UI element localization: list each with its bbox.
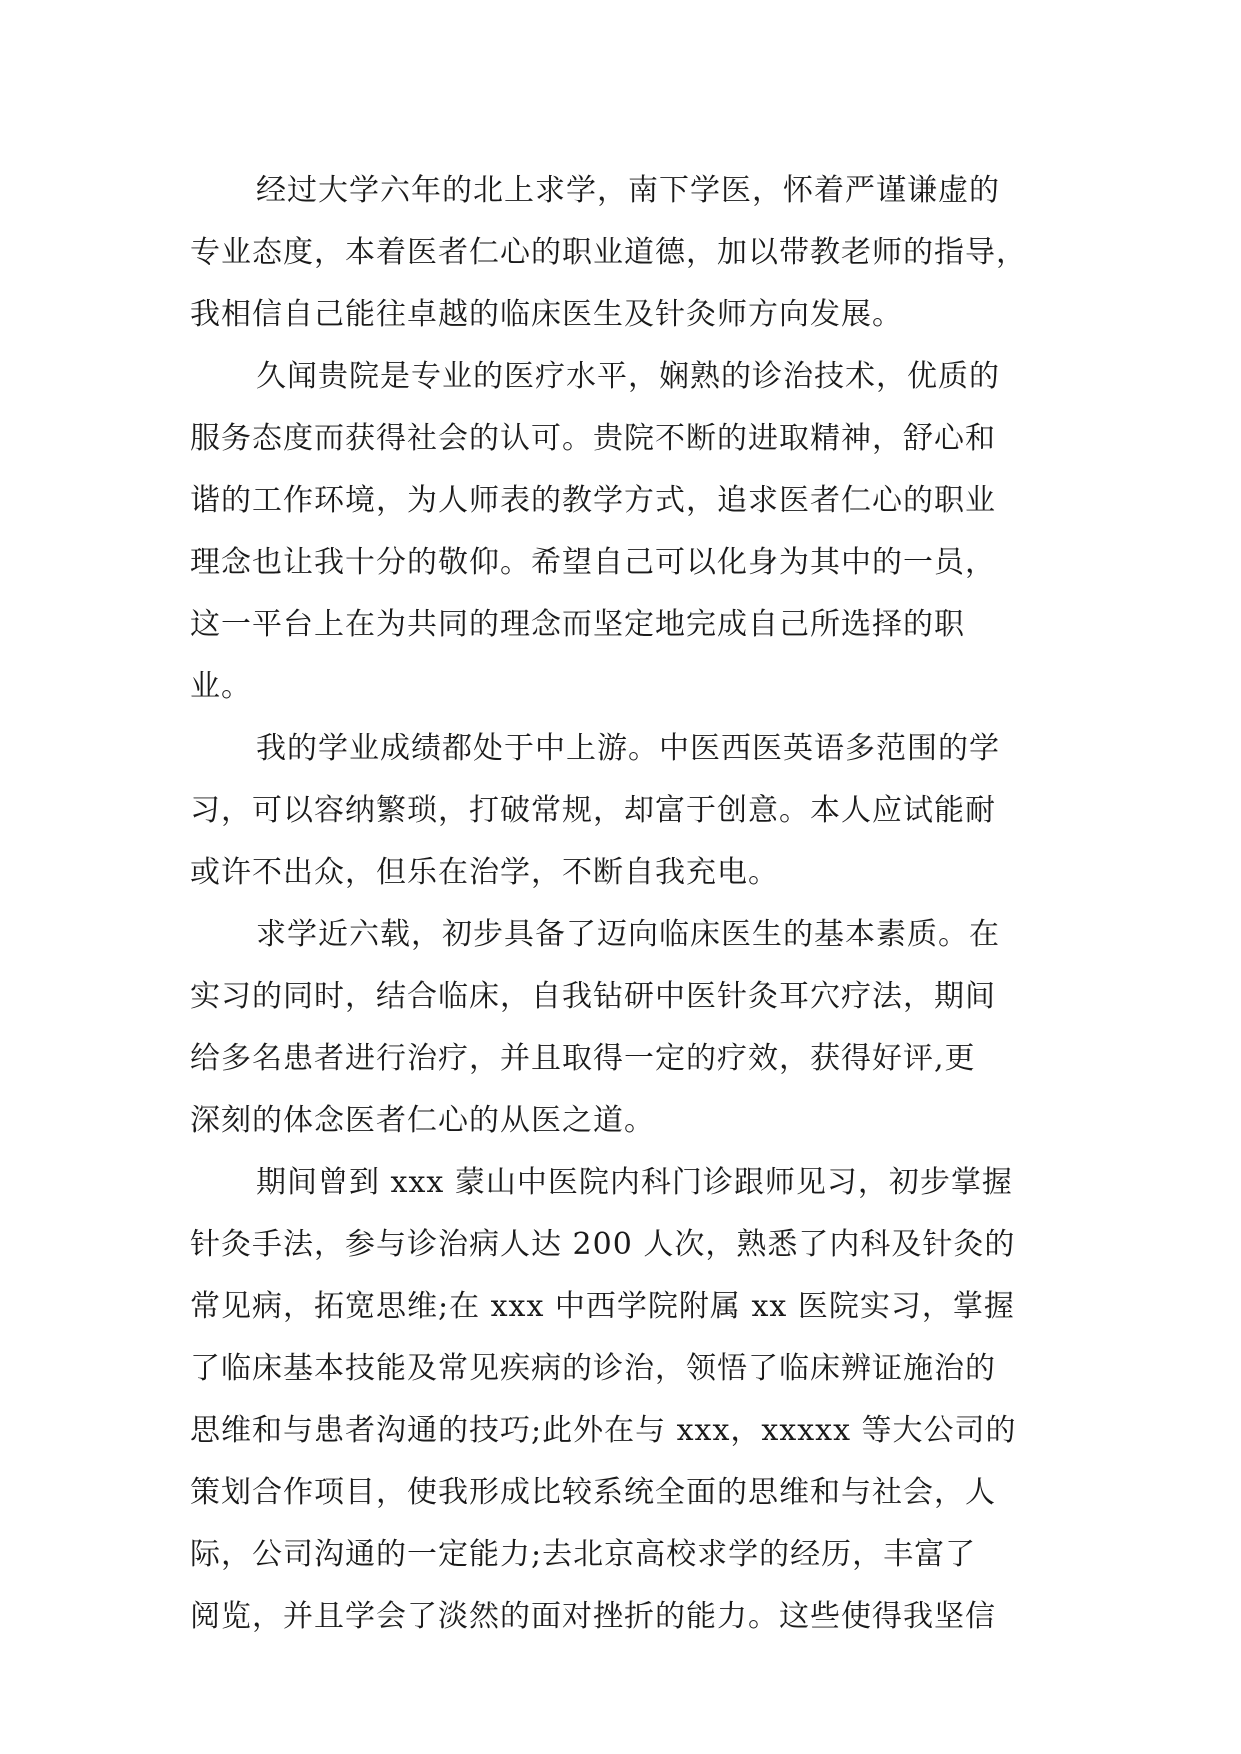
text-line: 经过大学六年的北上求学，南下学医，怀着严谨谦虚的 [256,173,1000,208]
paragraph-3 [190,718,1050,904]
text-line: 理念也让我十分的敬仰。希望自己可以化身为其中的一员， [190,545,996,580]
text-line: 了临床基本技能及常见疾病的诊治，领悟了临床辨证施治的 [190,1351,996,1386]
text-line: 期间曾到 xxx 蒙山中医院内科门诊跟师见习，初步掌握 [256,1165,1013,1200]
text-line: 深刻的体念医者仁心的从医之道。 [190,1103,655,1138]
text-line: 思维和与患者沟通的技巧;此外在与 xxx，xxxxx 等大公司的 [190,1413,1017,1448]
text-line: 服务态度而获得社会的认可。贵院不断的进取精神，舒心和 [190,421,996,456]
text-line: 我相信自己能往卓越的临床医生及针灸师方向发展。 [190,297,903,332]
text-line: 策划合作项目，使我形成比较系统全面的思维和与社会，人 [190,1475,996,1510]
text-line: 我的学业成绩都处于中上游。中医西医英语多范围的学 [256,731,1000,766]
paragraph-1 [190,160,1050,346]
text-line: 阅览，并且学会了淡然的面对挫折的能力。这些使得我坚信 [190,1599,996,1634]
text-line: 常见病，拓宽思维;在 xxx 中西学院附属 xx 医院实习，掌握 [190,1289,1015,1324]
text-line: 或许不出众，但乐在治学，不断自我充电。 [190,855,779,890]
paragraph-4 [190,904,1050,1152]
text-line: 习，可以容纳繁琐，打破常规，却富于创意。本人应试能耐 [190,793,996,828]
text-line: 际，公司沟通的一定能力;去北京高校求学的经历，丰富了 [190,1537,977,1572]
text-line: 实习的同时，结合临床，自我钻研中医针灸耳穴疗法，期间 [190,979,996,1014]
text-line: 久闻贵院是专业的医疗水平，娴熟的诊治技术，优质的 [256,359,1000,394]
text-line: 这一平台上在为共同的理念而坚定地完成自己所选择的职 [190,607,965,642]
text-line: 业。 [190,669,252,704]
text-line: 针灸手法，参与诊治病人达 200 人次，熟悉了内科及针灸的 [190,1227,1016,1262]
paragraph-5 [190,1152,1050,1648]
text-line: 专业态度，本着医者仁心的职业道德，加以带教老师的指导， [190,235,1027,270]
paragraph-2 [190,346,1050,718]
text-line: 求学近六载，初步具备了迈向临床医生的基本素质。在 [256,917,1000,952]
text-line: 谐的工作环境，为人师表的教学方式，追求医者仁心的职业 [190,483,996,518]
text-line: 给多名患者进行治疗，并且取得一定的疗效，获得好评,更 [190,1041,976,1076]
document-body [190,160,1050,1648]
